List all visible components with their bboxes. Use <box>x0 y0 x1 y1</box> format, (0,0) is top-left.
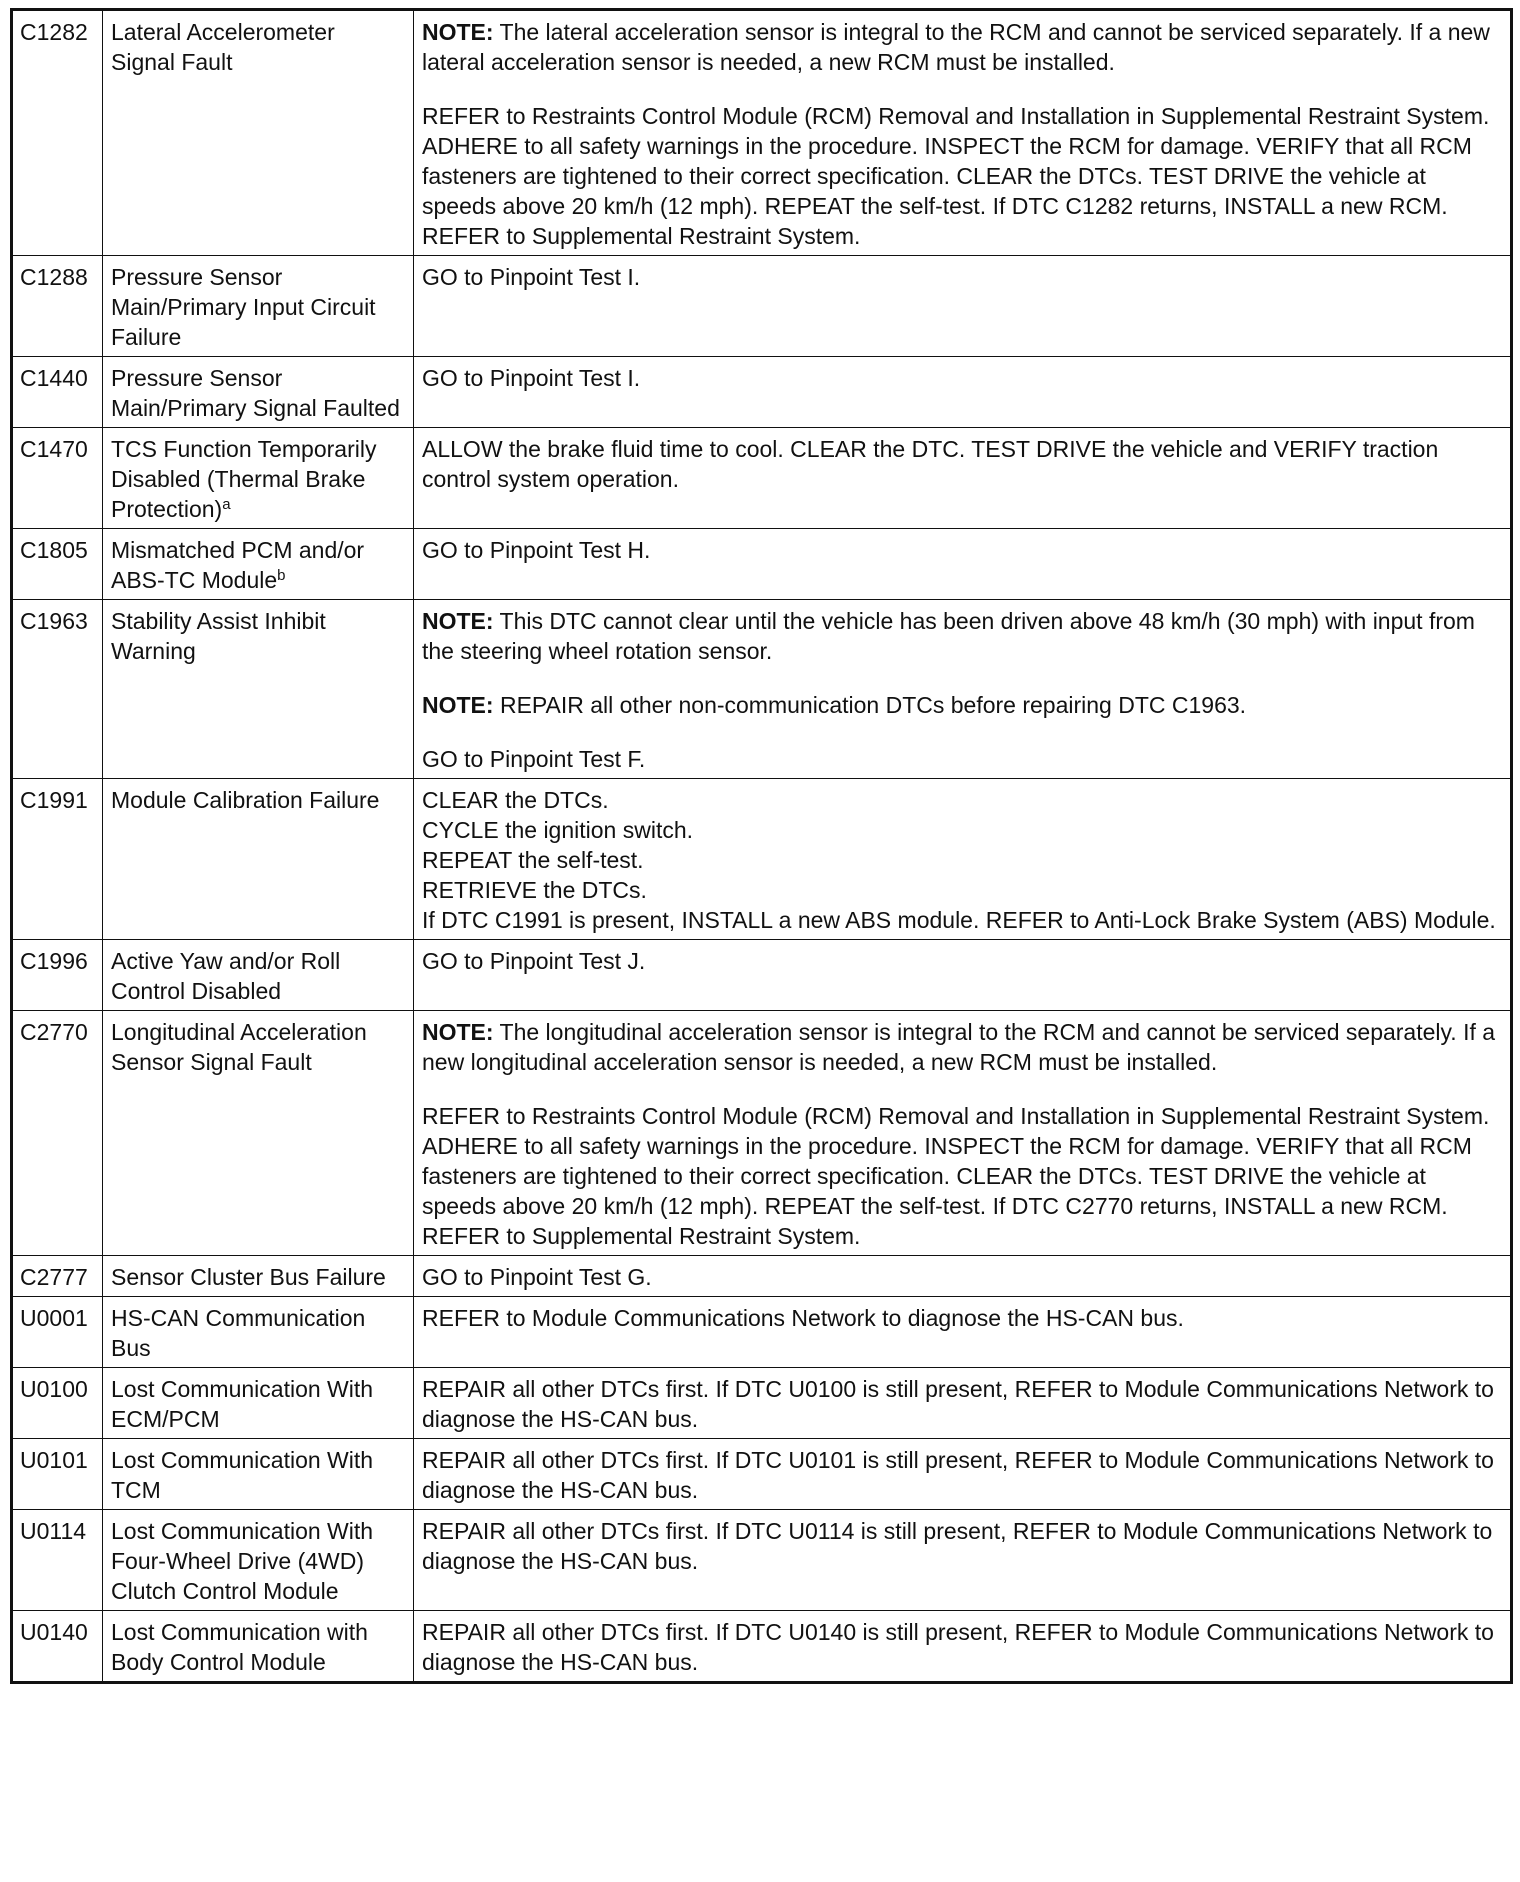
dtc-description: Sensor Cluster Bus Failure <box>103 1256 414 1297</box>
action-paragraph: REFER to Restraints Control Module (RCM) Removal and Installation in Supplemental Restraint System. ADHERE to all safety warnings in the procedure. INSPECT the RCM for damage. VERIFY that all RCM fasteners are tightened to their correct specification. CLEAR the DTCs. TEST DRIVE the vehicle at speeds above 20 km/h (12 mph). REPEAT the self-test. If DTC C1282 returns, INSTALL a new RCM. REFER to Supplemental Restraint System. <box>422 103 1490 249</box>
table-row <box>12 779 1512 940</box>
dtc-action: GO to Pinpoint Test I. <box>414 256 1512 357</box>
dtc-action <box>414 10 1512 256</box>
action-paragraph: GO to Pinpoint Test F. <box>422 746 646 772</box>
dtc-code: C1470 <box>12 428 103 529</box>
dtc-code: C1282 <box>12 10 103 256</box>
dtc-table <box>10 8 1513 1684</box>
dtc-code: U0100 <box>12 1368 103 1439</box>
dtc-action <box>414 779 1512 940</box>
note-label: NOTE: <box>422 19 494 45</box>
dtc-code: U0114 <box>12 1510 103 1611</box>
table-row <box>12 357 1512 428</box>
dtc-description <box>103 428 414 529</box>
dtc-code: C1288 <box>12 256 103 357</box>
action-step: CLEAR the DTCs. <box>422 787 609 813</box>
footnote-marker: b <box>277 567 286 584</box>
dtc-description: Lateral Accelerometer Signal Fault <box>103 10 414 256</box>
note-paragraph <box>422 690 1502 720</box>
dtc-description: Stability Assist Inhibit Warning <box>103 600 414 779</box>
dtc-description: Pressure Sensor Main/Primary Signal Faulted <box>103 357 414 428</box>
dtc-code: U0140 <box>12 1611 103 1683</box>
dtc-code: C1440 <box>12 357 103 428</box>
dtc-description: HS-CAN Communication Bus <box>103 1297 414 1368</box>
dtc-code: C2777 <box>12 1256 103 1297</box>
note-text: This DTC cannot clear until the vehicle has been driven above 48 km/h (30 mph) with input from the steering wheel rotation sensor. <box>422 608 1475 664</box>
table-row <box>12 10 1512 256</box>
dtc-code: C1805 <box>12 529 103 600</box>
dtc-action: GO to Pinpoint Test H. <box>414 529 1512 600</box>
dtc-code: C1991 <box>12 779 103 940</box>
dtc-description: Pressure Sensor Main/Primary Input Circuit Failure <box>103 256 414 357</box>
dtc-description <box>103 529 414 600</box>
dtc-action: GO to Pinpoint Test J. <box>414 940 1512 1011</box>
table-row <box>12 940 1512 1011</box>
table-row <box>12 1256 1512 1297</box>
note-paragraph <box>422 17 1502 77</box>
footnote-marker: a <box>222 496 231 513</box>
dtc-action: REPAIR all other DTCs first. If DTC U0101 is still present, REFER to Module Communications Network to diagnose the HS-CAN bus. <box>414 1439 1512 1510</box>
table-row <box>12 256 1512 357</box>
dtc-action: REPAIR all other DTCs first. If DTC U0100 is still present, REFER to Module Communications Network to diagnose the HS-CAN bus. <box>414 1368 1512 1439</box>
table-row <box>12 1510 1512 1611</box>
table-row <box>12 428 1512 529</box>
dtc-description: Longitudinal Acceleration Sensor Signal Fault <box>103 1011 414 1256</box>
note-text: REPAIR all other non-communication DTCs before repairing DTC C1963. <box>493 692 1247 718</box>
table-row <box>12 1297 1512 1368</box>
table-row <box>12 1439 1512 1510</box>
table-row <box>12 600 1512 779</box>
action-step: If DTC C1991 is present, INSTALL a new ABS module. REFER to Anti-Lock Brake System (ABS) Module. <box>422 907 1496 933</box>
dtc-description: Lost Communication With ECM/PCM <box>103 1368 414 1439</box>
dtc-action <box>414 1011 1512 1256</box>
description-text: Mismatched PCM and/or ABS-TC Module <box>111 537 365 593</box>
note-paragraph <box>422 1017 1502 1077</box>
table-row <box>12 1611 1512 1683</box>
dtc-code: C1963 <box>12 600 103 779</box>
dtc-code: U0101 <box>12 1439 103 1510</box>
table-row <box>12 529 1512 600</box>
dtc-action: REPAIR all other DTCs first. If DTC U0114 is still present, REFER to Module Communications Network to diagnose the HS-CAN bus. <box>414 1510 1512 1611</box>
table-row <box>12 1011 1512 1256</box>
dtc-description: Module Calibration Failure <box>103 779 414 940</box>
note-paragraph <box>422 606 1502 666</box>
table-row <box>12 1368 1512 1439</box>
note-label: NOTE: <box>422 692 494 718</box>
dtc-action: REPAIR all other DTCs first. If DTC U0140 is still present, REFER to Module Communications Network to diagnose the HS-CAN bus. <box>414 1611 1512 1683</box>
dtc-description: Active Yaw and/or Roll Control Disabled <box>103 940 414 1011</box>
note-text: The longitudinal acceleration sensor is integral to the RCM and cannot be serviced separately. If a new longitudinal acceleration sensor is needed, a new RCM must be installed. <box>422 1019 1496 1075</box>
dtc-description: Lost Communication with Body Control Module <box>103 1611 414 1683</box>
note-label: NOTE: <box>422 608 494 634</box>
note-label: NOTE: <box>422 1019 494 1045</box>
action-step: CYCLE the ignition switch. <box>422 817 694 843</box>
dtc-code: U0001 <box>12 1297 103 1368</box>
dtc-action: GO to Pinpoint Test G. <box>414 1256 1512 1297</box>
description-text: TCS Function Temporarily Disabled (Thermal Brake Protection) <box>111 436 377 522</box>
dtc-action: REFER to Module Communications Network to diagnose the HS-CAN bus. <box>414 1297 1512 1368</box>
dtc-action: GO to Pinpoint Test I. <box>414 357 1512 428</box>
note-text: The lateral acceleration sensor is integral to the RCM and cannot be serviced separately. If a new lateral acceleration sensor is needed, a new RCM must be installed. <box>422 19 1490 75</box>
dtc-description: Lost Communication With Four-Wheel Drive (4WD) Clutch Control Module <box>103 1510 414 1611</box>
action-step: REPEAT the self-test. <box>422 847 644 873</box>
action-paragraph: REFER to Restraints Control Module (RCM) Removal and Installation in Supplemental Restraint System. ADHERE to all safety warnings in the procedure. INSPECT the RCM for damage. VERIFY that all RCM fasteners are tightened to their correct specification. CLEAR the DTCs. TEST DRIVE the vehicle at speeds above 20 km/h (12 mph). REPEAT the self-test. If DTC C2770 returns, INSTALL a new RCM. REFER to Supplemental Restraint System. <box>422 1103 1490 1249</box>
dtc-action: ALLOW the brake fluid time to cool. CLEAR the DTC. TEST DRIVE the vehicle and VERIFY traction control system operation. <box>414 428 1512 529</box>
action-step: RETRIEVE the DTCs. <box>422 877 647 903</box>
dtc-action <box>414 600 1512 779</box>
dtc-description: Lost Communication With TCM <box>103 1439 414 1510</box>
dtc-code: C2770 <box>12 1011 103 1256</box>
dtc-code: C1996 <box>12 940 103 1011</box>
